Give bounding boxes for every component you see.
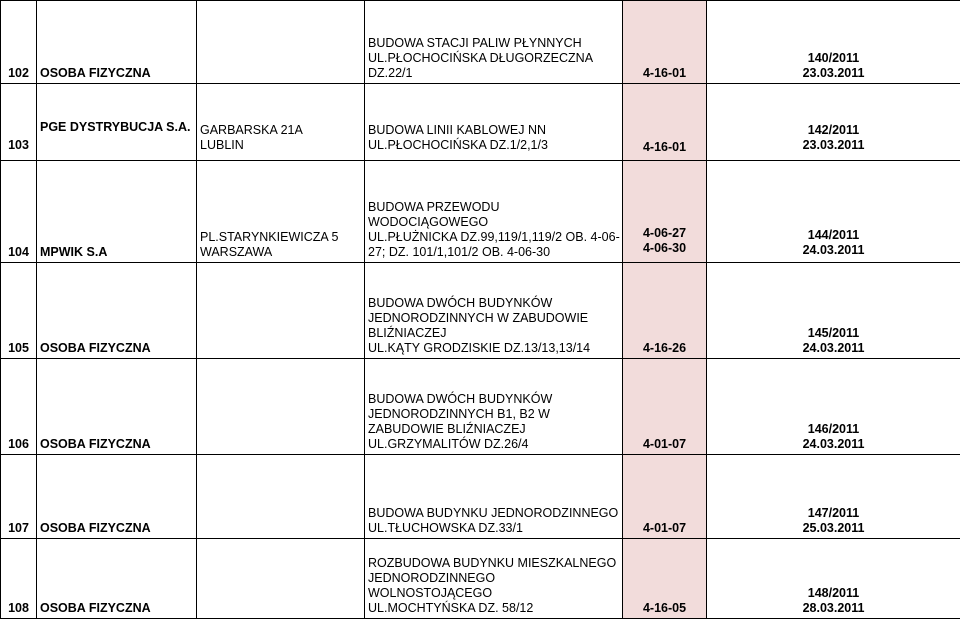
precinct-code: 4-01-07	[626, 521, 703, 536]
description-line: UL.KĄTY GRODZISKIE DZ.13/13,13/14	[368, 341, 619, 356]
description-line: BUDOWA PRZEWODU	[368, 200, 619, 215]
investor-address-cell	[197, 539, 365, 619]
project-description-cell	[365, 539, 623, 619]
decision-line: 24.03.2011	[710, 243, 957, 258]
decision-cell	[707, 539, 960, 619]
description-line: 27; DZ. 101/1,101/2 OB. 4-06-30	[368, 245, 619, 260]
address-line: GARBARSKA 21A	[200, 123, 361, 138]
entry-number: 108	[1, 539, 37, 619]
project-description-cell	[365, 1, 623, 84]
table-row	[1, 161, 960, 263]
precinct-code-cell	[623, 84, 707, 161]
decision-cell	[707, 1, 960, 84]
description-line: JEDNORODZINNYCH W ZABUDOWIE	[368, 311, 619, 326]
description-line: BUDOWA DWÓCH BUDYNKÓW	[368, 296, 619, 311]
description-line: UL.TŁUCHOWSKA DZ.33/1	[368, 521, 619, 536]
description-line: JEDNORODZINNYCH B1, B2 W	[368, 407, 619, 422]
project-description-cell	[365, 455, 623, 539]
investor-address-cell	[197, 263, 365, 359]
description-line: BUDOWA DWÓCH BUDYNKÓW	[368, 392, 619, 407]
project-description-cell	[365, 359, 623, 455]
decision-cell	[707, 359, 960, 455]
precinct-code: 4-16-26	[626, 341, 703, 356]
description-line: UL.PŁOCHOCIŃSKA DŁUGORZECZNA	[368, 51, 619, 66]
table-row	[1, 1, 960, 84]
project-description-cell	[365, 263, 623, 359]
decision-line: 24.03.2011	[710, 437, 957, 452]
investor-address-cell	[197, 359, 365, 455]
table-row	[1, 359, 960, 455]
description-line: BUDOWA LINII KABLOWEJ NN	[368, 123, 619, 138]
precinct-code: 4-01-07	[626, 437, 703, 452]
precinct-code-cell	[623, 539, 707, 619]
precinct-code-cell	[623, 1, 707, 84]
decision-cell	[707, 84, 960, 161]
entry-number: 104	[1, 161, 37, 263]
decision-line: 146/2011	[710, 422, 957, 437]
description-line: ZABUDOWIE BLIŹNIACZEJ	[368, 422, 619, 437]
decision-cell	[707, 263, 960, 359]
address-line: LUBLIN	[200, 138, 361, 153]
investor-name: OSOBA FIZYCZNA	[40, 66, 193, 81]
table-row	[1, 84, 960, 161]
decision-line: 25.03.2011	[710, 521, 957, 536]
description-line: BUDOWA STACJI PALIW PŁYNNYCH	[368, 36, 619, 51]
description-line: BLIŹNIACZEJ	[368, 326, 619, 341]
investor-name: PGE DYSTRYBUCJA S.A.	[40, 120, 193, 135]
decision-line: 140/2011	[710, 51, 957, 66]
decision-line: 147/2011	[710, 506, 957, 521]
precinct-code-cell	[623, 455, 707, 539]
address-line: WARSZAWA	[200, 245, 361, 260]
precinct-code: 4-16-01	[626, 140, 703, 155]
decision-line: 28.03.2011	[710, 601, 957, 616]
description-line: JEDNORODZINNEGO	[368, 571, 619, 586]
decision-line: 148/2011	[710, 586, 957, 601]
investor-cell	[37, 161, 197, 263]
entry-number: 107	[1, 455, 37, 539]
investor-cell	[37, 359, 197, 455]
table-row	[1, 539, 960, 619]
precinct-code-cell	[623, 161, 707, 263]
table-row	[1, 455, 960, 539]
description-line: WODOCIĄGOWEGO	[368, 215, 619, 230]
description-line: UL.MOCHTYŃSKA DZ. 58/12	[368, 601, 619, 616]
precinct-code: 4-06-30	[626, 241, 703, 256]
project-description-cell	[365, 84, 623, 161]
investor-name: OSOBA FIZYCZNA	[40, 341, 193, 356]
decision-line: 144/2011	[710, 228, 957, 243]
investor-name: OSOBA FIZYCZNA	[40, 601, 193, 616]
precinct-code: 4-16-05	[626, 601, 703, 616]
investor-address-cell	[197, 455, 365, 539]
description-line: ROZBUDOWA BUDYNKU MIESZKALNEGO	[368, 556, 619, 571]
investor-cell	[37, 455, 197, 539]
precinct-code-cell	[623, 263, 707, 359]
description-line: UL.GRZYMALITÓW DZ.26/4	[368, 437, 619, 452]
investor-name: MPWIK S.A	[40, 245, 193, 260]
precinct-code: 4-16-01	[626, 66, 703, 81]
investor-name: OSOBA FIZYCZNA	[40, 521, 193, 536]
project-description-cell	[365, 161, 623, 263]
investor-address-cell	[197, 161, 365, 263]
description-line: BUDOWA BUDYNKU JEDNORODZINNEGO	[368, 506, 619, 521]
description-line: WOLNOSTOJĄCEGO	[368, 586, 619, 601]
entry-number: 102	[1, 1, 37, 84]
investor-address-cell	[197, 1, 365, 84]
precinct-code: 4-06-27	[626, 226, 703, 241]
decision-cell	[707, 455, 960, 539]
investor-name: OSOBA FIZYCZNA	[40, 437, 193, 452]
decision-line: 24.03.2011	[710, 341, 957, 356]
decision-line: 23.03.2011	[710, 66, 957, 81]
investor-cell	[37, 84, 197, 161]
investor-cell	[37, 539, 197, 619]
decision-line: 145/2011	[710, 326, 957, 341]
decision-line: 23.03.2011	[710, 138, 957, 153]
entry-number: 103	[1, 84, 37, 161]
table-row	[1, 263, 960, 359]
description-line: UL.PŁOCHOCIŃSKA DZ.1/2,1/3	[368, 138, 619, 153]
investor-address-cell	[197, 84, 365, 161]
decision-cell	[707, 161, 960, 263]
register-rows	[1, 1, 960, 619]
description-line: UL.PŁUŻNICKA DZ.99,119/1,119/2 OB. 4-06-	[368, 230, 619, 245]
investor-cell	[37, 263, 197, 359]
entry-number: 106	[1, 359, 37, 455]
precinct-code-cell	[623, 359, 707, 455]
entry-number: 105	[1, 263, 37, 359]
investor-cell	[37, 1, 197, 84]
description-line: DZ.22/1	[368, 66, 619, 81]
decision-line: 142/2011	[710, 123, 957, 138]
address-line: PL.STARYNKIEWICZA 5	[200, 230, 361, 245]
